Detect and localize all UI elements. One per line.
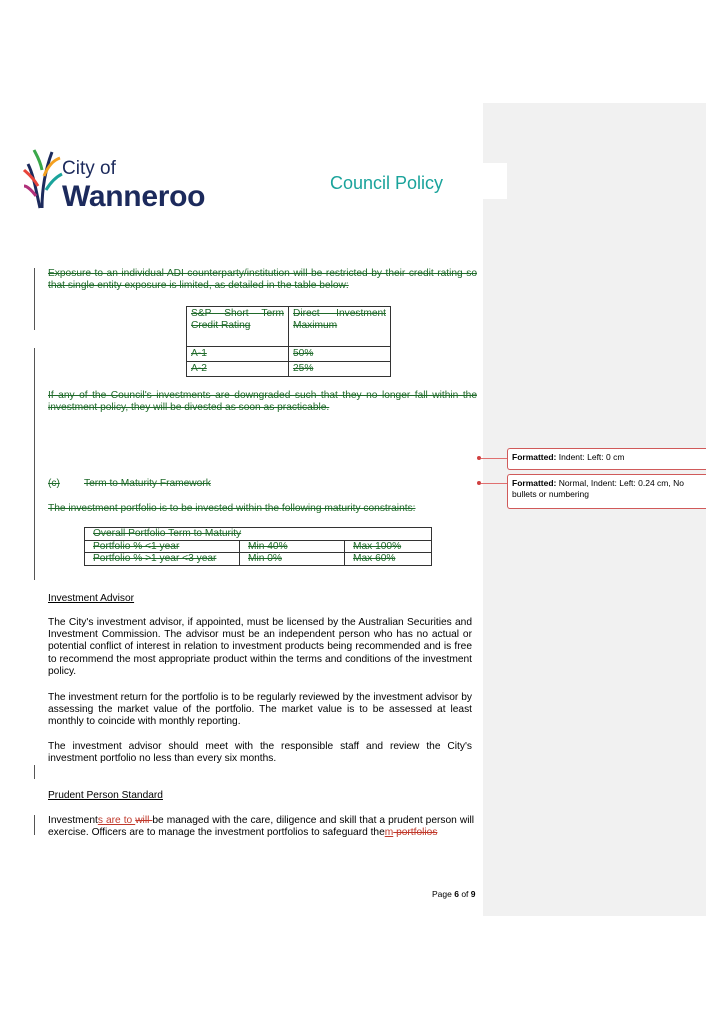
table-row xyxy=(85,540,432,553)
maturity-heading: Term to Maturity Framework xyxy=(84,478,211,489)
investment-max-header: Direct Investment Maximum xyxy=(289,307,391,347)
maturity-table-title: Overall Portfolio Term to Maturity xyxy=(85,528,432,541)
maturity-intro: The investment portfolio is to be invested within the following maturity constraints: xyxy=(48,503,416,514)
page-title: Council Policy xyxy=(330,173,444,193)
comment-balloon[interactable] xyxy=(507,448,706,470)
downgrade-paragraph: If any of the Council's investments are downgraded such that they no longer fall within the investment policy, they will be divested as soon as practicable. xyxy=(48,390,477,414)
change-bar xyxy=(34,268,35,330)
current-page: 6 xyxy=(454,889,459,899)
table-row xyxy=(85,553,432,566)
logo-text-city-of: City of xyxy=(62,158,116,179)
comment-balloon[interactable] xyxy=(507,474,706,509)
total-pages: 9 xyxy=(470,889,476,899)
prudent-text: Investment xyxy=(48,815,98,826)
page-of: of xyxy=(458,889,471,899)
rating-cell: A-2 xyxy=(187,362,289,377)
prudent-paragraph xyxy=(48,815,474,839)
comment-pane-notch xyxy=(483,163,507,199)
comment-text: Normal, Indent: Left: 0.24 cm, No bullets or numbering xyxy=(512,478,684,499)
page-prefix: Page xyxy=(432,889,455,899)
inserted-text: m xyxy=(384,827,394,839)
max-cell: Max 100% xyxy=(345,540,432,553)
page-number xyxy=(432,889,476,899)
comment-label: Formatted: xyxy=(512,452,557,462)
max-cell: Max 60% xyxy=(345,553,432,566)
maturity-heading-label: (c) xyxy=(48,478,60,489)
investment-advisor-heading: Investment Advisor xyxy=(48,593,135,604)
portfolio-label-cell: Portfolio % <1 year xyxy=(85,540,240,553)
inserted-text: s are to xyxy=(97,815,136,826)
advisor-paragraph-2: The investment return for the portfolio is to be regularly reviewed by the investment advisor by assessing the market value of the portfolio. The market value is to be assessed at least monthly to coincide with monthly reporting. xyxy=(48,692,472,728)
min-cell: Min 40% xyxy=(240,540,345,553)
prudent-person-heading: Prudent Person Standard xyxy=(48,790,163,801)
max-cell: 50% xyxy=(289,347,391,362)
maturity-table xyxy=(84,527,432,566)
table-row xyxy=(187,362,391,377)
advisor-paragraph-3: The investment advisor should meet with the responsible staff and review the City's investment portfolio no less than every six months. xyxy=(48,741,472,765)
change-bar xyxy=(34,348,35,580)
exposure-paragraph: Exposure to an individual ADI counterparty/institution will be restricted by their credit rating so that single entity exposure is limited, as detailed in the table below: xyxy=(48,268,477,292)
credit-rating-table xyxy=(186,306,391,377)
comment-connector xyxy=(481,458,507,459)
comment-connector xyxy=(481,483,507,484)
logo-text-wanneroo: Wanneroo xyxy=(62,180,206,213)
deleted-text: portfolios xyxy=(393,827,438,839)
advisor-paragraph-1: The City's investment advisor, if appointed, must be licensed by the Australian Securities and Investment Commission. The advisor must be an independent person who has no actual or potential conflict of interest in relation to investment products being recommended and is free to recommend the most appropriate product within the terms and conditions of the investment policy. xyxy=(48,617,472,677)
comment-label: Formatted: xyxy=(512,478,557,488)
rating-cell: A-1 xyxy=(187,347,289,362)
change-bar xyxy=(34,815,35,835)
comment-text: Indent: Left: 0 cm xyxy=(558,452,625,462)
prudent-text: be managed with the care, diligence and skill that a prudent person will exercise. Officers are to manage the investment portfolios to safeguard the xyxy=(48,815,474,839)
table-row xyxy=(187,347,391,362)
change-bar xyxy=(34,765,35,779)
deleted-text: will xyxy=(135,815,153,826)
max-cell: 25% xyxy=(289,362,391,377)
min-cell: Min 0% xyxy=(240,553,345,566)
portfolio-label-cell: Portfolio % >1 year <3 year xyxy=(85,553,240,566)
credit-rating-header: S&P Short Term Credit Rating xyxy=(187,307,289,347)
comment-pane xyxy=(483,103,706,916)
